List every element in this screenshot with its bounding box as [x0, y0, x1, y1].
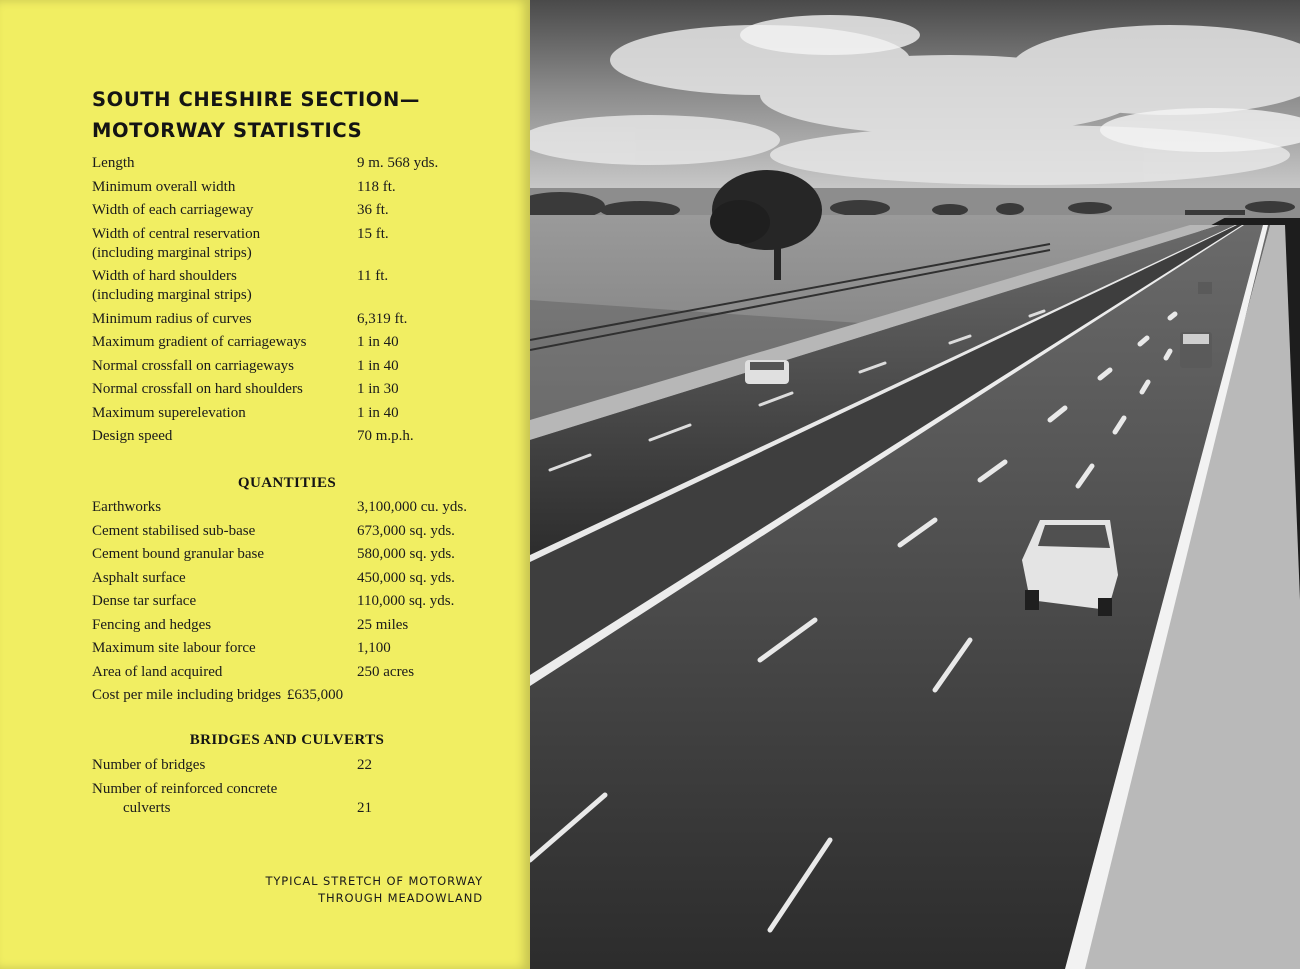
car-near [1022, 520, 1118, 616]
stat-row-superelevation [92, 404, 512, 423]
photo-caption [265, 873, 483, 907]
bridge-row [92, 756, 512, 775]
quantity-row [92, 663, 512, 682]
stat-row-design-speed [92, 427, 512, 446]
stat-label: Width of hard shoulders [92, 268, 237, 284]
quantity-row [92, 545, 512, 564]
stat-value: 1 in 40 [357, 334, 399, 350]
quantity-row [92, 639, 512, 658]
stat-label: Minimum overall width [92, 178, 236, 195]
page-title [92, 84, 420, 146]
stat-value: 36 ft. [357, 202, 389, 218]
bridge-label: Number of bridges [92, 757, 206, 773]
stat-row-curve-radius [92, 310, 512, 329]
stat-value: 1 in 40 [357, 357, 399, 374]
quantity-label: Cement bound granular base [92, 546, 265, 562]
quantity-value: 673,000 sq. yds. [357, 522, 455, 539]
stat-label: Normal crossfall on carriageways [92, 357, 295, 374]
quantity-label: Earthworks [92, 499, 162, 515]
quantity-label: Cost per mile including bridges [92, 687, 282, 703]
quantity-row-cost-per-mile [92, 686, 512, 705]
stat-label: Width of each carriageway [92, 202, 254, 218]
stat-label: Length [92, 155, 135, 171]
stat-row-central-reservation [92, 225, 512, 263]
bridge-value: 21 [357, 799, 372, 816]
title-line-1: SOUTH CHESHIRE SECTION— [92, 88, 420, 111]
quantities-heading: QUANTITIES [237, 475, 337, 491]
motorway-photograph [530, 0, 1300, 969]
bridge-row [92, 780, 512, 818]
car-far-left [745, 360, 789, 384]
stat-label: Minimum radius of curves [92, 310, 252, 327]
bridge-sublabel: culverts [123, 799, 171, 816]
quantity-label: Area of land acquired [92, 663, 223, 680]
stat-row-max-gradient [92, 333, 512, 352]
stat-sublabel: (including marginal strips) [92, 287, 252, 303]
stat-value: 1 in 40 [357, 404, 399, 421]
quantity-label: Fencing and hedges [92, 616, 212, 633]
caption-line-1: TYPICAL STRETCH OF MOTORWAY [265, 874, 483, 888]
stat-row-overall-width [92, 178, 512, 197]
quantity-row [92, 522, 512, 541]
bridges-heading: BRIDGES AND CULVERTS [189, 732, 385, 748]
stat-label: Design speed [92, 428, 173, 444]
stat-row-hard-shoulders [92, 267, 512, 305]
bridge-label: Number of reinforced concrete [92, 780, 278, 797]
quantity-value: £635,000 [286, 687, 344, 703]
quantity-row [92, 592, 512, 611]
quantity-value: 110,000 sq. yds. [357, 593, 455, 609]
quantity-value: 1,100 [357, 640, 391, 656]
quantity-label: Dense tar surface [92, 593, 197, 609]
stat-value: 9 m. 568 yds. [357, 155, 439, 171]
stat-label: Width of central reservation [92, 225, 261, 242]
stat-label: Normal crossfall on hard shoulders [92, 381, 303, 397]
stat-value: 11 ft. [357, 268, 389, 284]
quantity-value: 3,100,000 cu. yds. [357, 499, 467, 515]
quantity-label: Cement stabilised sub-base [92, 522, 256, 539]
stat-value: 1 in 30 [357, 381, 399, 397]
left-page [0, 0, 530, 969]
caption-line-2: THROUGH MEADOWLAND [318, 891, 483, 905]
quantity-value: 250 acres [357, 663, 415, 680]
stat-sublabel: (including marginal strips) [92, 244, 252, 261]
stat-row-carriageway-width [92, 201, 512, 220]
quantity-row [92, 616, 512, 635]
car-far-right [1180, 332, 1212, 368]
quantity-label: Asphalt surface [92, 569, 186, 586]
quantity-row [92, 498, 512, 517]
statistics-table [92, 154, 512, 822]
stat-label: Maximum superelevation [92, 404, 246, 421]
quantity-value: 450,000 sq. yds. [357, 569, 455, 586]
stat-value: 70 m.p.h. [357, 428, 414, 444]
quantity-label: Maximum site labour force [92, 640, 256, 656]
stat-row-length [92, 154, 512, 173]
stat-value: 118 ft. [357, 178, 396, 195]
stat-row-crossfall-carriageways [92, 357, 512, 376]
motorway-photo-illustration [530, 0, 1300, 969]
quantity-inline [92, 686, 512, 705]
quantity-value: 25 miles [357, 616, 409, 633]
bridge-value: 22 [357, 757, 372, 773]
quantity-value: 580,000 sq. yds. [357, 546, 455, 562]
quantity-row [92, 569, 512, 588]
title-line-2: MOTORWAY STATISTICS [92, 119, 363, 142]
stat-row-crossfall-shoulders [92, 380, 512, 399]
stat-value: 15 ft. [357, 225, 389, 242]
stat-label: Maximum gradient of carriageways [92, 334, 307, 350]
stat-value: 6,319 ft. [357, 310, 408, 327]
